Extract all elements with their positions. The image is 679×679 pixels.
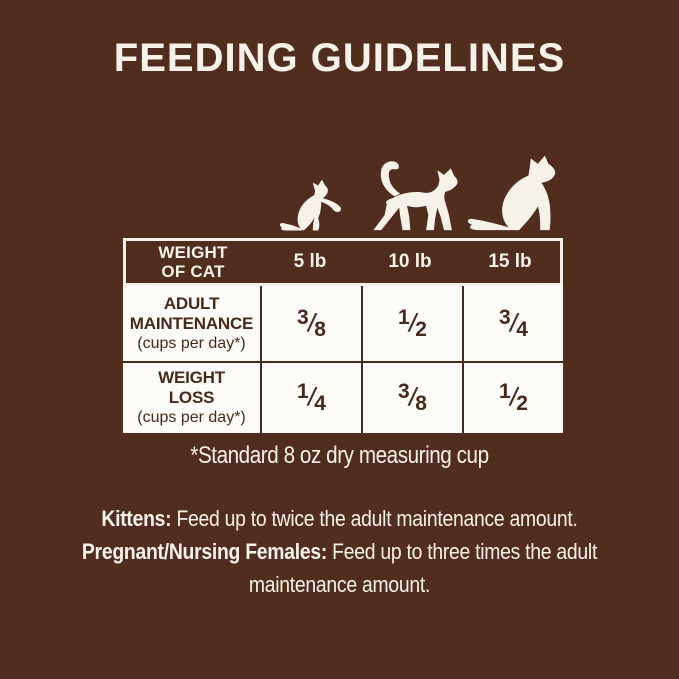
kittens-note-line: [41, 502, 639, 535]
weight-of-cat-line2: OF CAT: [161, 262, 225, 281]
measuring-cup-footnote: *Standard 8 oz dry measuring cup: [190, 442, 489, 469]
row-label-adult-maintenance: [123, 286, 260, 361]
feeding-amount-cell: [361, 286, 462, 361]
pregnant-note-line2: maintenance amount.: [248, 572, 431, 597]
row-label-note: (cups per day*): [137, 334, 246, 352]
fraction-value: 3/8: [398, 380, 427, 415]
table-body: [123, 286, 563, 433]
kittens-note-text: Feed up to twice the adult maintenance amount.: [171, 506, 578, 531]
weight-column-header-10lb: 10 lb: [388, 251, 432, 272]
feeding-amount-cell: [462, 363, 563, 433]
feeding-notes: [41, 502, 639, 601]
table-row-weight-loss: [123, 361, 563, 433]
feeding-table: [123, 238, 563, 433]
row-label-line1: WEIGHT: [158, 368, 225, 388]
feeding-amount-cell: [462, 286, 563, 361]
row-label-line1: ADULT: [163, 293, 220, 313]
kittens-note-label: Kittens:: [101, 506, 172, 531]
row-label-weight-loss: [123, 363, 260, 433]
table-row-adult-maintenance: [123, 286, 563, 361]
fraction-value: 1/2: [398, 305, 427, 341]
table-header-row: [123, 238, 563, 286]
page-title: FEEDING GUIDELINES: [113, 36, 566, 80]
row-label-line2: LOSS: [168, 388, 215, 408]
pregnant-note-line: [41, 535, 639, 568]
weight-column-header-5lb: 5 lb: [293, 251, 327, 272]
fraction-value: 1/2: [499, 380, 528, 415]
medium-cat-icon: [370, 159, 462, 232]
fraction-value: 3/8: [297, 305, 326, 341]
pregnant-note-label: Pregnant/Nursing Females:: [81, 539, 328, 564]
feeding-amount-cell: [260, 363, 361, 433]
small-cat-icon: [279, 173, 345, 232]
row-label-line2: MAINTENANCE: [129, 313, 254, 333]
fraction-value: 1/4: [297, 380, 326, 415]
feeding-amount-cell: [361, 363, 462, 433]
row-label-note: (cups per day*): [137, 409, 246, 427]
large-cat-icon: [465, 152, 559, 232]
feeding-amount-cell: [260, 286, 361, 361]
pregnant-note-text: Feed up to three times the adult: [327, 539, 598, 564]
weight-of-cat-line1: WEIGHT: [158, 242, 228, 262]
fraction-value: 3/4: [499, 305, 528, 341]
weight-of-cat-header: [126, 243, 260, 281]
weight-column-header-15lb: 15 lb: [488, 251, 532, 272]
